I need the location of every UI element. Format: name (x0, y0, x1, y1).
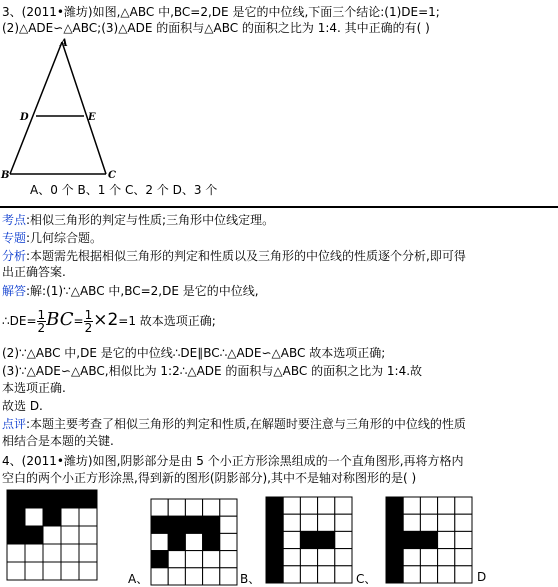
two: 2 (107, 310, 119, 330)
grid-cell (25, 562, 43, 580)
grid-cell (335, 566, 352, 583)
grid-cell (203, 568, 220, 585)
grid-cell (266, 497, 283, 514)
fenxi-line-2: 出正确答案. (2, 265, 66, 279)
grid-cell (403, 531, 420, 548)
grid-cell (420, 531, 437, 548)
vertex-e-label: E (88, 112, 96, 123)
dianping-line-2: 相结合是本题的关键. (2, 434, 114, 448)
q3-line2: (2)△ADE∽△ABC;(3)△ADE 的面积与△ABC 的面积之比为 1:4. 其中正确的有( ) (2, 21, 430, 35)
grid-cell (151, 533, 168, 550)
option-b-label: B、 (240, 572, 261, 586)
grid-cell (61, 526, 79, 544)
grid-cell (203, 551, 220, 568)
q3-options: A、0 个 B、1 个 C、2 个 D、3 个 (30, 183, 218, 197)
grid-cell (220, 516, 237, 533)
grid-cell (7, 562, 25, 580)
formula-suffix: =1 故本选项正确; (118, 314, 216, 328)
grid-option-c (265, 496, 353, 584)
dianping-text: :本题主要考查了相似三角形的判定和性质,在解题时要注意与三角形的中位线的性质 (26, 417, 466, 431)
zhuanti-label: 专题 (2, 231, 27, 245)
grid-cell (420, 549, 437, 566)
step3-line-1: (3)∵△ADE∽△ABC,相似比为 1:2∴△ADE 的面积与△ABC 的面积之比为 1:4.故 (2, 364, 423, 378)
grid-cell (25, 544, 43, 562)
vertex-a-label: A (60, 38, 68, 49)
side-ac (62, 42, 106, 174)
grid-cell (300, 514, 317, 531)
grid-cell (168, 533, 185, 550)
grid-cell (220, 568, 237, 585)
grid-cell (168, 568, 185, 585)
grid-cell (7, 508, 25, 526)
grid-cell (438, 531, 455, 548)
grid-cell (386, 497, 403, 514)
grid-cell (220, 499, 237, 516)
grid-cell (185, 533, 202, 550)
vertex-b-label: B (1, 170, 10, 181)
grid-cell (403, 497, 420, 514)
grid-cell (7, 526, 25, 544)
grid-cell (185, 568, 202, 585)
grid-cell (7, 490, 25, 508)
section-divider (0, 206, 558, 208)
grid-cell (43, 544, 61, 562)
fraction-half-2: $\frac{1}{2}$ (84, 308, 93, 335)
q4-line2: 空白的两个小正方形涂黑,得到新的图形(阴影部分),其中不是轴对称图形的是( ) (2, 471, 417, 485)
step3-line-2: 本选项正确. (2, 381, 66, 395)
grid-cell (25, 490, 43, 508)
grid-cell (318, 497, 335, 514)
grid-cell (61, 490, 79, 508)
grid-cell (43, 508, 61, 526)
grid-cell (318, 531, 335, 548)
jieda-text: :解:(1)∵△ABC 中,BC=2,DE 是它的中位线, (26, 284, 259, 298)
grid-cell (79, 562, 97, 580)
grid-cell (438, 514, 455, 531)
times-sign: × (93, 310, 108, 330)
grid-cell (300, 497, 317, 514)
zhuanti-text: :几何综合题。 (26, 231, 103, 245)
grid-cell (151, 499, 168, 516)
grid-cell (300, 566, 317, 583)
grid-cell (61, 544, 79, 562)
grid-cell (220, 533, 237, 550)
grid-cell (455, 514, 472, 531)
grid-cell (43, 526, 61, 544)
fenxi-label: 分析 (2, 249, 27, 263)
grid-cell (43, 490, 61, 508)
grid-cell (335, 497, 352, 514)
grid-cell (335, 549, 352, 566)
grid-cell (7, 544, 25, 562)
grid-cell (61, 508, 79, 526)
grid-cell (386, 514, 403, 531)
fenxi-line (2, 248, 466, 264)
vertex-d-label: D (20, 112, 29, 123)
jieda-label: 解答 (2, 284, 27, 298)
grid-cell (283, 549, 300, 566)
grid-cell (168, 516, 185, 533)
grid-cell (300, 531, 317, 548)
grid-cell (61, 562, 79, 580)
option-a-label: A、 (128, 572, 149, 586)
grid-cell (455, 549, 472, 566)
side-ab (10, 42, 62, 174)
grid-cell (151, 568, 168, 585)
grid-cell (455, 566, 472, 583)
option-d-label: D (477, 570, 487, 584)
step2-line: (2)∵△ABC 中,DE 是它的中位线∴DE∥BC∴△ADE∽△ABC 故本选项正确; (2, 346, 386, 360)
grid-cell (25, 526, 43, 544)
vertex-c-label: C (108, 170, 116, 181)
grid-cell (43, 562, 61, 580)
grid-cell (266, 514, 283, 531)
grid-cell (318, 566, 335, 583)
triangle-figure (0, 38, 140, 186)
grid-cell (168, 499, 185, 516)
grid-cell (79, 526, 97, 544)
formula-line (2, 305, 216, 336)
grid-cell (220, 551, 237, 568)
bc-symbol: BC (46, 309, 74, 330)
grid-cell (386, 531, 403, 548)
fraction-half: $\frac{1}{2}$ (37, 308, 46, 335)
grid-cell (203, 499, 220, 516)
grid-cell (403, 549, 420, 566)
grid-cell (25, 508, 43, 526)
zhuanti-line (2, 230, 102, 246)
grid-cell (79, 544, 97, 562)
grid-cell (168, 551, 185, 568)
fenxi-text: :本题需先根据相似三角形的判定和性质以及三角形的中位线的性质逐个分析,即可得 (26, 249, 466, 263)
grid-cell (455, 531, 472, 548)
equals-sign: = (73, 314, 84, 328)
grid-cell (318, 514, 335, 531)
grid-cell (185, 551, 202, 568)
grid-cell (386, 549, 403, 566)
grid-option-d (385, 496, 473, 584)
q3-line1: 3、(2011•潍坊)如图,△ABC 中,BC=2,DE 是它的中位线,下面三个结论:(1)DE=1; (2, 5, 440, 19)
grid-cell (283, 531, 300, 548)
grid-cell (455, 497, 472, 514)
grid-cell (283, 514, 300, 531)
grid-cell (300, 549, 317, 566)
grid-cell (420, 497, 437, 514)
grid-cell (185, 516, 202, 533)
grid-cell (403, 514, 420, 531)
grid-cell (151, 551, 168, 568)
kaodian-label: 考点 (2, 213, 27, 227)
jieda-line (2, 283, 259, 299)
grid-cell (266, 549, 283, 566)
grid-cell (335, 531, 352, 548)
grid-cell (283, 566, 300, 583)
grid-cell (386, 566, 403, 583)
grid-option-b (150, 498, 238, 586)
grid-cell (420, 566, 437, 583)
q4-line1: 4、(2011•潍坊)如图,阴影部分是由 5 个小正方形涂黑组成的一个直角图形,再将方格内 (2, 454, 464, 468)
grid-cell (79, 508, 97, 526)
option-c-label: C、 (356, 572, 377, 586)
grid-cell (438, 497, 455, 514)
grid-option-a (6, 489, 98, 581)
grid-cell (203, 533, 220, 550)
grid-cell (403, 566, 420, 583)
dianping-label: 点评 (2, 417, 27, 431)
grid-cell (266, 531, 283, 548)
grid-cell (335, 514, 352, 531)
grid-cell (203, 516, 220, 533)
dianping-line (2, 416, 466, 432)
grid-cell (283, 497, 300, 514)
grid-cell (420, 514, 437, 531)
kaodian-text: :相似三角形的判定与性质;三角形中位线定理。 (26, 213, 275, 227)
grid-cell (438, 566, 455, 583)
grid-cell (318, 549, 335, 566)
kaodian-line (2, 212, 274, 228)
grid-cell (79, 490, 97, 508)
formula-prefix: ∴DE= (2, 314, 37, 328)
grid-cell (185, 499, 202, 516)
conclusion-line: 故选 D. (2, 399, 43, 413)
grid-cell (266, 566, 283, 583)
grid-cell (438, 549, 455, 566)
grid-cell (151, 516, 168, 533)
